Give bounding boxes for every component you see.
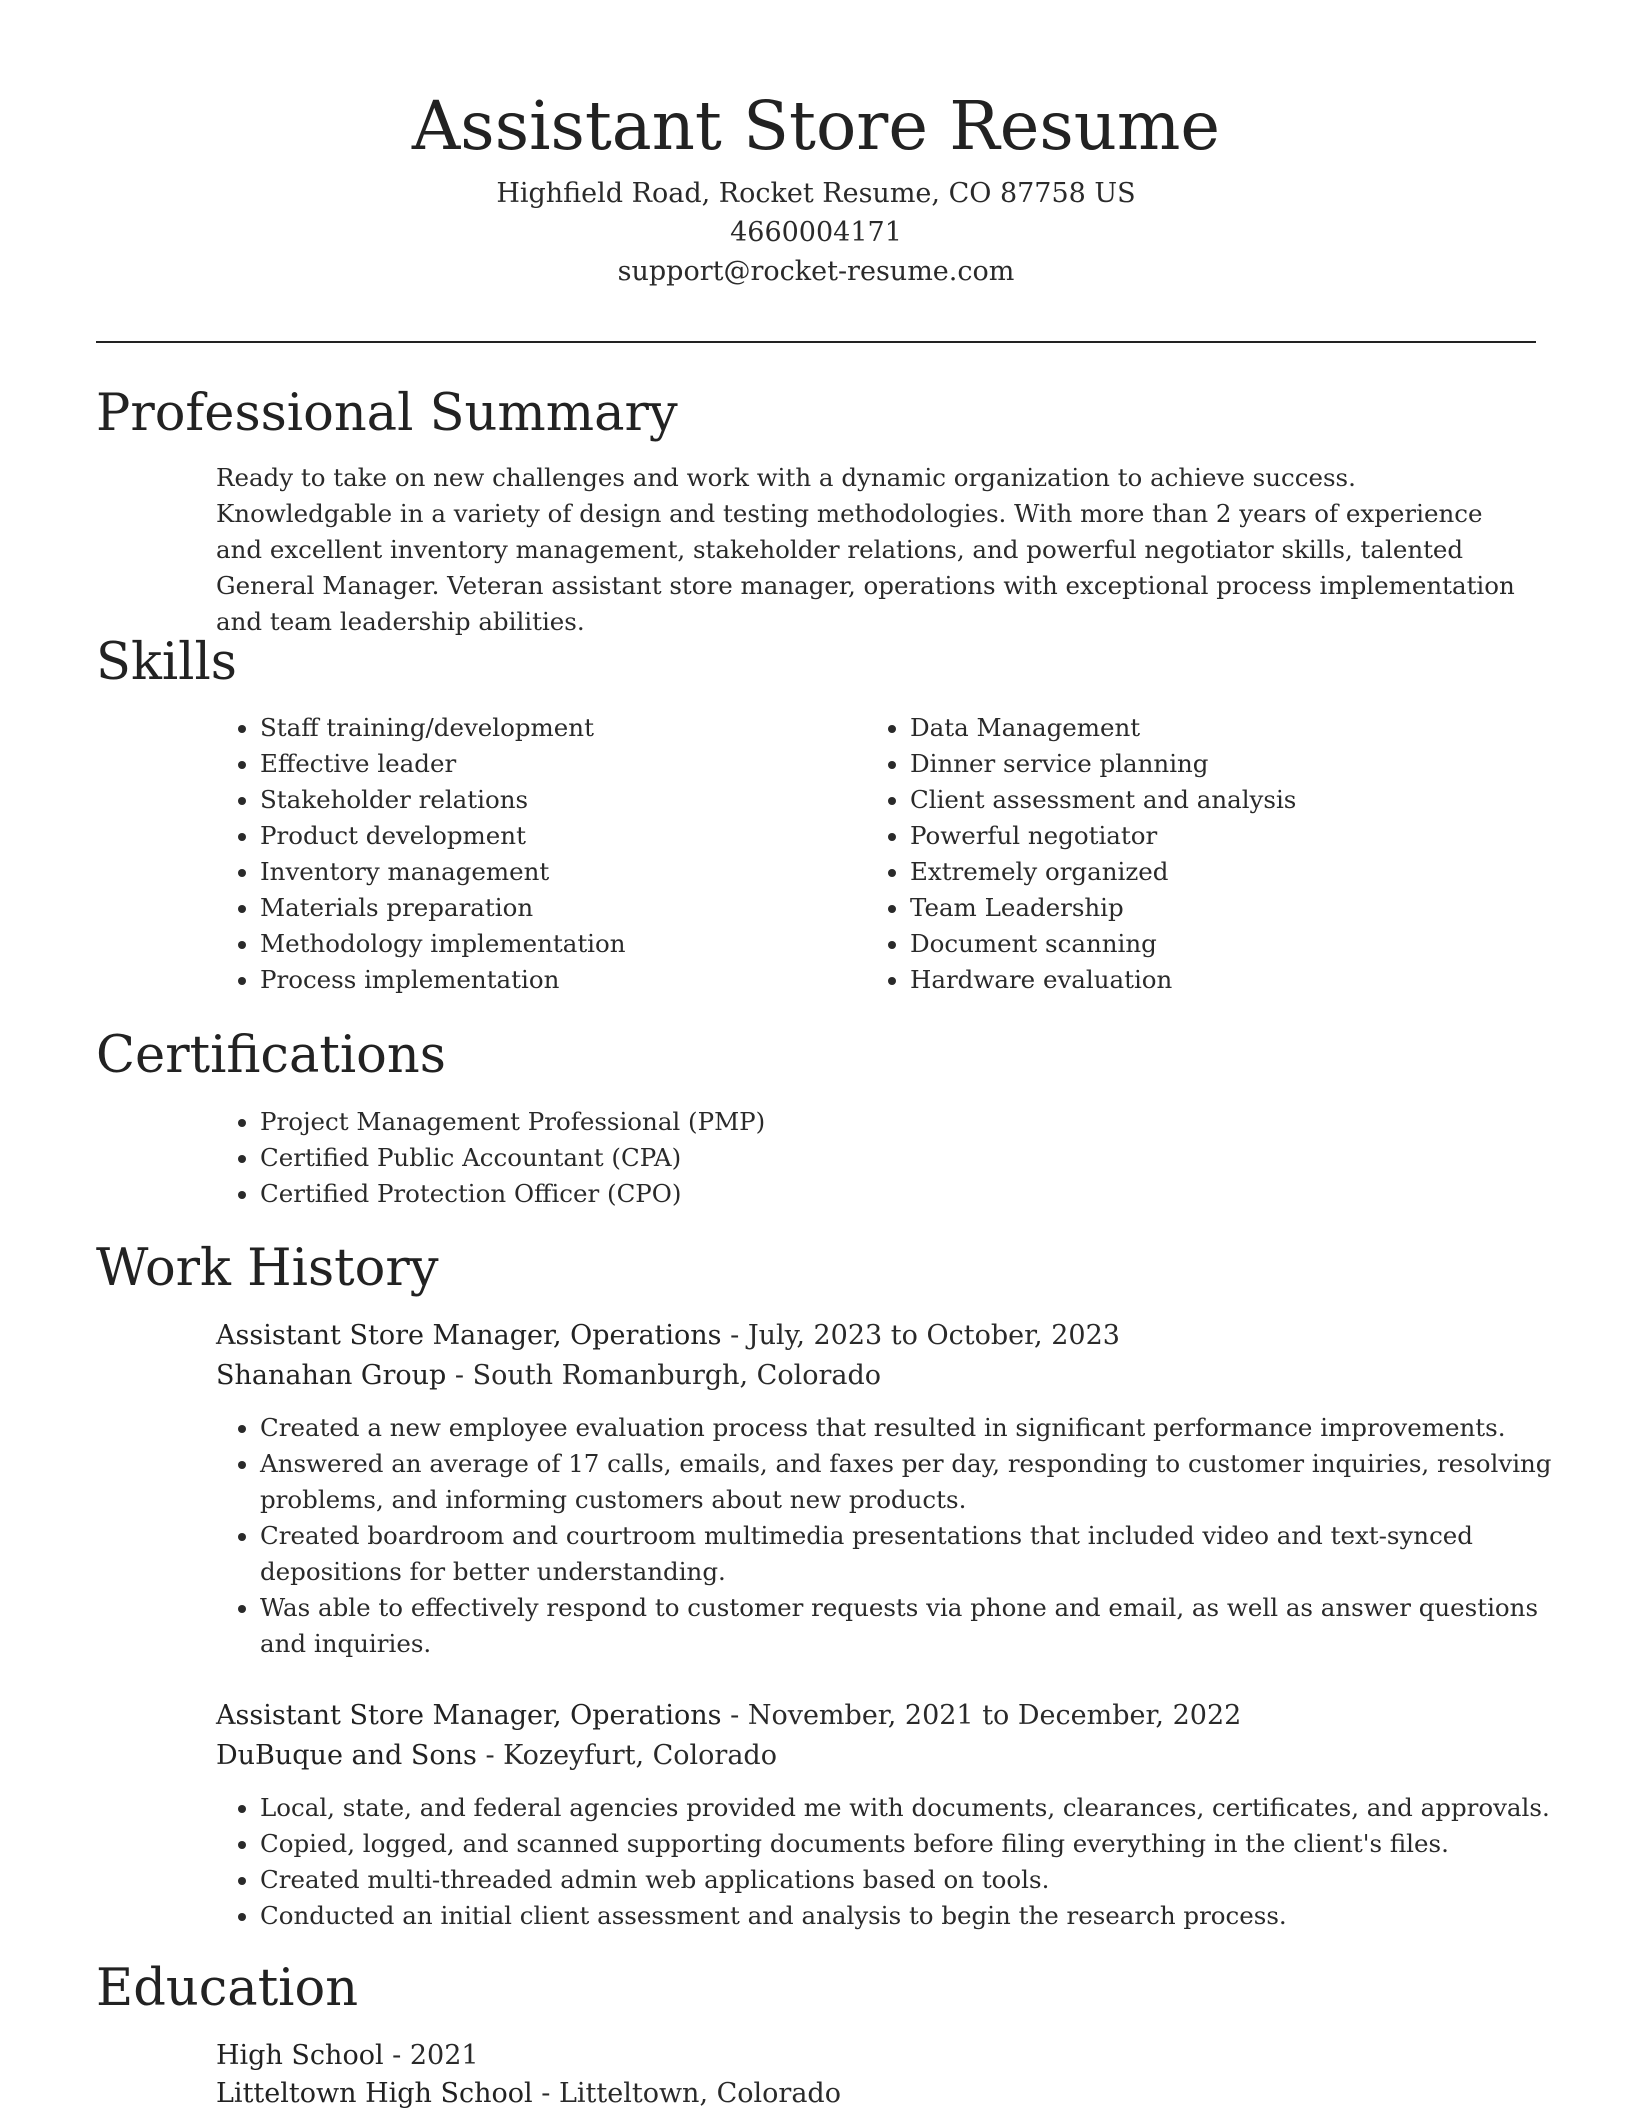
job-company: Shanahan Group bbox=[216, 1360, 447, 1391]
skills-list-left bbox=[216, 710, 860, 998]
candidate-name: Assistant Store Resume bbox=[411, 87, 1221, 165]
duty-item: • Copied, logged, and scanned supporting documents before filing everything in the client's files. bbox=[260, 1826, 1560, 1862]
duty-item: • Answered an average of 17 calls, emails, and faxes per day, responding to customer inquiries, resolving problems, and informing customers about new products. bbox=[260, 1446, 1560, 1518]
skill-item: • Team Leadership bbox=[910, 890, 1550, 926]
resume-header bbox=[96, 78, 1536, 291]
job-2-company-line bbox=[216, 1736, 777, 1776]
education-school-line bbox=[216, 2074, 841, 2114]
job-1-duties bbox=[216, 1410, 1560, 1662]
skill-item: • Extremely organized bbox=[910, 854, 1550, 890]
job-dates: - November, 2021 to December, 2022 bbox=[721, 1700, 1242, 1731]
duty-item: • Conducted an initial client assessment and analysis to begin the research process. bbox=[260, 1898, 1560, 1934]
skills-list-right bbox=[866, 710, 1550, 998]
work-history-heading: Work History bbox=[96, 1239, 439, 1298]
duty-item: • Was able to effectively respond to customer requests via phone and email, as well as answer questions and inquiries. bbox=[260, 1590, 1560, 1662]
job-role: Assistant Store Manager, Operations bbox=[216, 1700, 722, 1731]
certifications-heading: Certifications bbox=[96, 1026, 446, 1085]
skill-item: • Effective leader bbox=[260, 746, 860, 782]
certification-item: • Project Management Professional (PMP) bbox=[260, 1104, 1540, 1140]
skills-heading: Skills bbox=[96, 633, 237, 692]
job-2-title-line bbox=[216, 1696, 1241, 1736]
certification-item: • Certified Protection Officer (CPO) bbox=[260, 1176, 1540, 1212]
skill-item: • Stakeholder relations bbox=[260, 782, 860, 818]
certification-item: • Certified Public Accountant (CPA) bbox=[260, 1140, 1540, 1176]
job-location: - South Romanburgh, Colorado bbox=[446, 1360, 882, 1391]
skill-item: • Methodology implementation bbox=[260, 926, 860, 962]
header-divider bbox=[96, 341, 1536, 343]
job-location: - Kozeyfurt, Colorado bbox=[476, 1740, 777, 1771]
duty-item: • Local, state, and federal agencies provided me with documents, clearances, certificates, and approvals. bbox=[260, 1790, 1560, 1826]
email-address: support@rocket-resume.com bbox=[617, 256, 1015, 287]
job-role: Assistant Store Manager, Operations bbox=[216, 1320, 722, 1351]
duty-item: • Created multi-threaded admin web applications based on tools. bbox=[260, 1862, 1560, 1898]
education-school: Litteltown High School bbox=[216, 2078, 533, 2109]
skill-item: • Client assessment and analysis bbox=[910, 782, 1550, 818]
education-year: - 2021 bbox=[383, 2040, 479, 2071]
job-1-company-line bbox=[216, 1356, 881, 1396]
skill-item: • Staff training/development bbox=[260, 710, 860, 746]
duty-item: • Created boardroom and courtroom multimedia presentations that included video and text-synced depositions for better understanding. bbox=[260, 1518, 1560, 1590]
address: Highfield Road, Rocket Resume, CO 87758 US bbox=[496, 178, 1136, 209]
education-degree: High School bbox=[216, 2040, 384, 2071]
education-heading: Education bbox=[96, 1959, 359, 2018]
summary-text: Ready to take on new challenges and work with a dynamic organization to achieve success. Knowledgable in a variety of design and testing methodologies. With more than 2 years of experience and excellent inventory management, stakeholder relations, and powerful negotiator skills, talented General Manager. Veteran assistant store manager, operations with exceptional process implementation and team leadership abilities. bbox=[216, 463, 1515, 636]
phone-number: 4660004171 bbox=[730, 217, 902, 248]
education-location: - Litteltown, Colorado bbox=[532, 2078, 841, 2109]
skill-item: • Process implementation bbox=[260, 962, 860, 998]
skill-item: • Hardware evaluation bbox=[910, 962, 1550, 998]
job-2-duties bbox=[216, 1790, 1560, 1934]
job-1-title-line bbox=[216, 1316, 1120, 1356]
skill-item: • Document scanning bbox=[910, 926, 1550, 962]
duty-item: • Created a new employee evaluation process that resulted in significant performance improvements. bbox=[260, 1410, 1560, 1446]
summary-heading: Professional Summary bbox=[96, 384, 678, 443]
skill-item: • Dinner service planning bbox=[910, 746, 1550, 782]
skill-item: • Inventory management bbox=[260, 854, 860, 890]
skill-item: • Product development bbox=[260, 818, 860, 854]
skill-item: • Powerful negotiator bbox=[910, 818, 1550, 854]
skill-item: • Materials preparation bbox=[260, 890, 860, 926]
skill-item: • Data Management bbox=[910, 710, 1550, 746]
certifications-list bbox=[216, 1104, 1540, 1212]
job-company: DuBuque and Sons bbox=[216, 1740, 477, 1771]
job-dates: - July, 2023 to October, 2023 bbox=[721, 1320, 1120, 1351]
education-degree-line bbox=[216, 2036, 479, 2076]
